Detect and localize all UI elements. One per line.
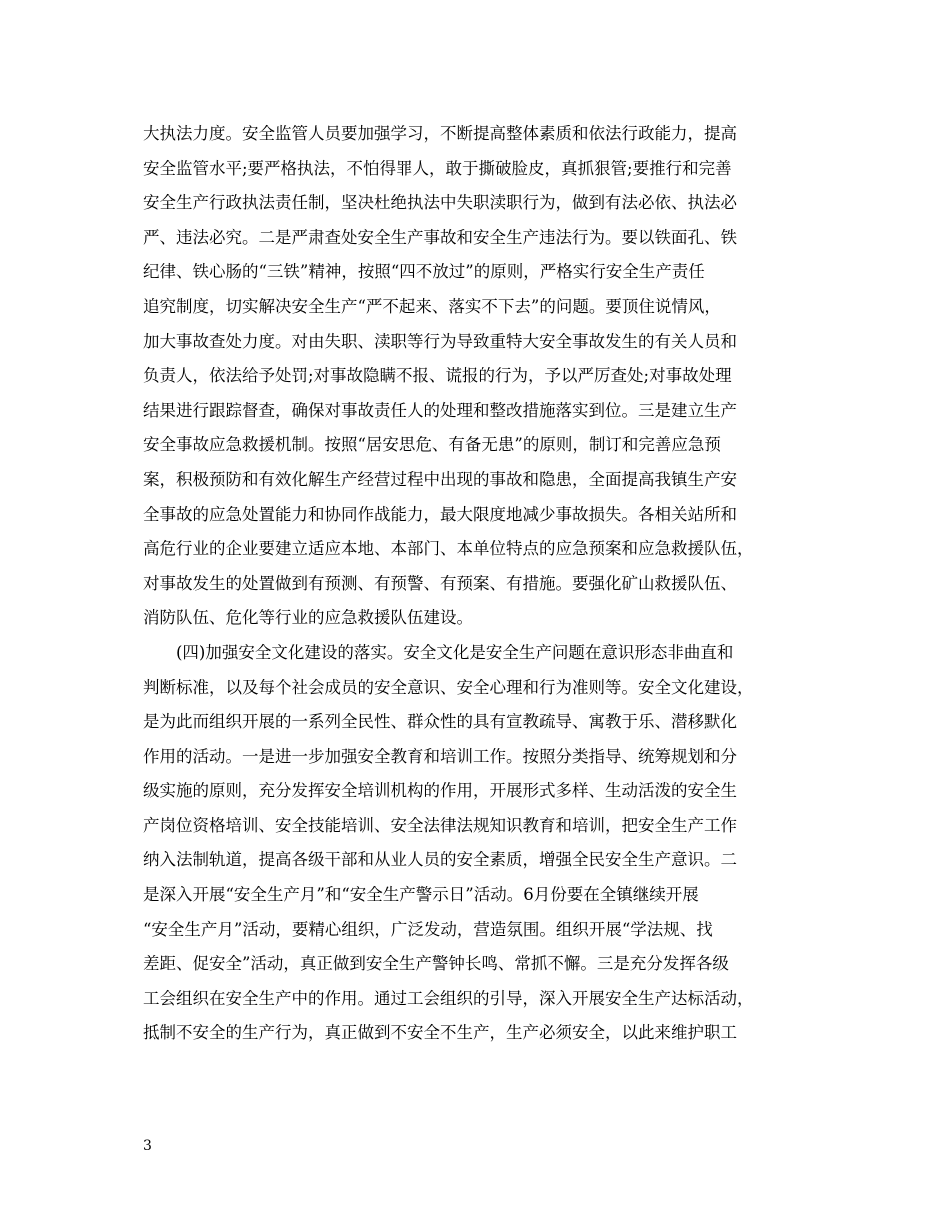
text-line: 工会组织在安全生产中的作用。通过工会组织的引导，深入开展安全生产达标活动，: [143, 988, 754, 1008]
text-line: 安全事故应急救援机制。按照“居安思危、有备无患”的原则，制订和完善应急预: [143, 435, 721, 455]
text-line: 纪律、铁心肠的“三铁”精神，按照“四不放过”的原则，严格实行安全生产责任: [143, 262, 705, 282]
text-line: 是深入开展“安全生产月”和“安全生产警示日”活动。6月份要在全镇继续开展: [143, 885, 699, 905]
text-line: 消防队伍、危化等行业的应急救援队伍建设。: [143, 608, 473, 628]
text-line: 安全监管水平;要严格执法，不怕得罪人，敢于撕破脸皮，真抓狠管;要推行和完善: [143, 158, 732, 178]
text-line: 高危行业的企业要建立适应本地、本部门、本单位特点的应急预案和应急救援队伍，: [143, 539, 754, 559]
text-line: 追究制度，切实解决安全生产“严不起来、落实不下去”的问题。要顶住说情风，: [143, 296, 721, 316]
text-line: 抵制不安全的生产行为，真正做到不安全不生产，生产必须安全，以此来维护职工: [143, 1023, 737, 1043]
text-line: 结果进行跟踪督查，确保对事故责任人的处理和整改措施落实到位。三是建立生产: [143, 400, 737, 420]
text-line: 级实施的原则，充分发挥安全培训机构的作用，开展形式多样、生动活泼的安全生: [143, 781, 737, 801]
text-line: 全事故的应急处置能力和协同作战能力，最大限度地减少事故损失。各相关站所和: [143, 504, 737, 524]
text-line: 产岗位资格培训、安全技能培训、安全法律法规知识教育和培训，把安全生产工作: [143, 815, 737, 835]
text-line: 严、违法必究。二是严肃查处安全生产事故和安全生产违法行为。要以铁面孔、铁: [143, 227, 737, 247]
text-line: “安全生产月”活动，要精心组织，广泛发动，营造氛围。组织开展“学法规、找: [143, 919, 713, 939]
text-line: 安全生产行政执法责任制，坚决杜绝执法中失职渎职行为，做到有法必依、执法必: [143, 193, 737, 213]
text-line: 是为此而组织开展的一系列全民性、群众性的具有宣教疏导、寓教于乐、潜移默化: [143, 712, 737, 732]
body-text: [143, 117, 813, 1051]
text-line: 纳入法制轨道，提高各级干部和从业人员的安全素质，增强全民安全生产意识。二: [143, 850, 737, 870]
text-line: 负责人，依法给予处罚;对事故隐瞒不报、谎报的行为，予以严厉查处;对事故处理: [143, 366, 732, 386]
page-number: 3: [143, 1138, 152, 1154]
text-line: 大执法力度。安全监管人员要加强学习，不断提高整体素质和依法行政能力，提高: [143, 124, 737, 143]
text-line: 加大事故查处力度。对由失职、渎职等行为导致重特大安全事故发生的有关人员和: [143, 331, 737, 351]
text-line: 案，积极预防和有效化解生产经营过程中出现的事故和隐患，全面提高我镇生产安: [143, 469, 737, 489]
paragraph-start-line: (四)加强安全文化建设的落实。安全文化是安全生产问题在意识形态非曲直和: [176, 642, 734, 662]
text-line: 判断标准，以及每个社会成员的安全意识、安全心理和行为准则等。安全文化建设，: [143, 677, 754, 697]
text-line: 作用的活动。一是进一步加强安全教育和培训工作。按照分类指导、统筹规划和分: [143, 746, 737, 766]
text-line: 差距、促安全”活动，真正做到安全生产警钟长鸣、常抓不懈。三是充分发挥各级: [143, 954, 729, 974]
text-line: 对事故发生的处置做到有预测、有预警、有预案、有措施。要强化矿山救援队伍、: [143, 573, 737, 593]
